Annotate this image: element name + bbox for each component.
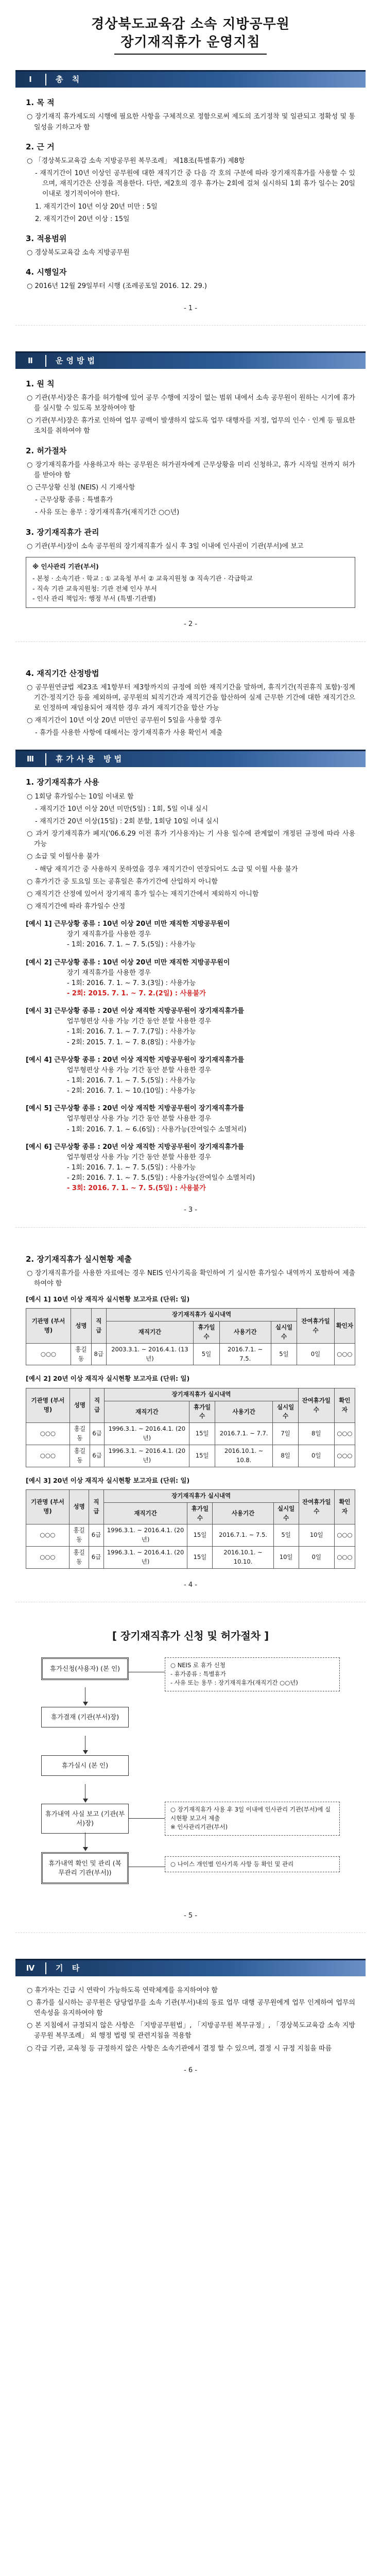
table-cell: 2016.7.1. ~ 7.7. [215,1423,272,1445]
title-line-1: 경상북도교육감 소속 지방공무원 [91,16,290,32]
table-header-cell: 확인자 [334,1489,355,1524]
usage-detail: - 재직기간 20년 이상(15일) : 2회 분할, 1회당 10일 이내 실시 [35,818,219,826]
usage-detail: - 해당 재직기간 중 사용하지 못하였을 경우 재직기간이 연장되어도 소급 및 이월 사용 불가 [35,865,298,873]
example-line: 장기 재직휴가를 사용한 경우 [67,930,151,939]
example-heading: [예시 2] 근무상황 종류 : 10년 이상 20년 미만 재직한 지방공무원이 [26,958,230,967]
table-row [26,1546,355,1568]
table-cell: 1996.3.1. ~ 2016.4.1. (20년) [105,1423,189,1445]
table-caption: [예시 1] 10년 이상 재직자 실시현황 보고자료 (단위: 일) [26,1295,190,1303]
table-cell: 6급 [90,1423,105,1445]
example-line: - 1회: 2016. 7. 1. ~ 7. 5.(5일) : 사용가능 [67,1163,196,1172]
flowchart-title: [ 장기재직휴가 신청 및 허가절차 ] [112,1629,269,1642]
table-row [26,1445,355,1467]
hr-agency-line: - 인사 관리 책임자: 행정 부서 (특별·기관별) [32,595,156,603]
heading-report: 2. 장기재직휴가 실시현황 제출 [26,1254,132,1264]
section-usage-body [26,776,355,1194]
table-cell: 8일 [273,1445,298,1467]
approval-text: ○ 장기재직휴가를 사용하고자 하는 공무원은 허가권자에게 근무상황을 미리 신청하고, 휴가 시작일 전까지 허가를 받아야 함 [27,461,355,479]
basis-detail: 2. 재직기간이 20년 이상 : 15일 [35,215,130,223]
report-table [26,1308,355,1365]
heading-approval: 2. 허가절차 [26,446,67,455]
usage-text: ○ 휴가기간 중 토요일 또는 공휴일은 휴가기간에 산입하지 아니함 [27,877,218,886]
table-cell: 15일 [189,1423,215,1445]
table-header-cell: 휴가일수 [187,1502,213,1524]
table-cell: 홍길동 [71,1343,91,1365]
tenure-text: ○ 공무원연금법 제23조 제1항부터 제3항까지의 규정에 의한 재직기간을 말하며, 휴직기간(직권휴직 포함)·징계기간·정직기간 등을 제외하며, 공무원의 퇴직기간과 재직기간을 합산하여 실제 근무한 기간에 대한 재직기간으로 인정하며 재임용되어 재직한 경우 과거 재직기간을 합산 가능 [27,683,355,713]
etc-text: ○ 각급 기관, 교육청 등 규정하지 않은 사항은 소속기관에서 결정 할 수 있으며, 결정 시 규정 지침을 따름 [27,2044,332,2053]
example-line: - 1회: 2016. 7. 1. ~ 7. 5.(5일) : 사용가능 [67,1076,196,1084]
table-header-cell: 기관명 (부서명) [26,1489,70,1524]
usage-text: ○ 재직기간에 따라 휴가일수 산정 [27,903,126,910]
section-general-body [26,97,355,292]
document-title [0,0,381,70]
section-report-body [26,1253,355,1569]
table-row [26,1423,355,1445]
etc-text: ○ 휴가자는 긴급 시 연락이 가능하도록 연락체계를 유지하여야 함 [27,1986,218,1994]
table-header-cell: 기관명 (부서명) [26,1388,70,1422]
table-cell: 1996.3.1. ~ 2016.4.1. (20년) [103,1524,187,1547]
heading-principle: 1. 원 칙 [26,379,55,388]
flow-note-report: ○ 장기재직휴가 사용 후 3일 이내에 인사관리 기관(부서)에 실시현황 보고서 제출 ※ 인사관리기관(부서) [165,1802,340,1836]
table-cell: 8급 [91,1343,106,1365]
table-header-cell: 직급 [91,1309,106,1343]
table-cell: 홍길동 [69,1546,89,1568]
example-line: - 3회: 2016. 7. 1. ~ 7. 5.(5일) : 사용불가 [67,1184,206,1193]
example-line: - 2회: 2015. 7. 1. ~ 7. 2.(2일) : 사용불가 [67,989,206,997]
flow-note-apply: ○ NEIS 로 휴가 신청 - 휴가종류 : 특별휴가 - 사유 또는 용무 : 장기재직휴가(재직기간 ○○년) [165,1657,340,1691]
table-cell: 0일 [299,1546,334,1568]
table-header-cell: 사용기간 [215,1401,272,1423]
section-etc-body [26,1986,355,2054]
example-block [26,1142,355,1194]
page-number: - 4 - [184,1581,197,1589]
table-header-cell: 휴가일수 [194,1321,220,1344]
table-header-cell: 재직기간 [103,1502,187,1524]
table-header-cell: 휴가일수 [189,1401,215,1423]
section-tenure-body [26,668,355,739]
table-cell: 15일 [189,1445,215,1467]
heading-basis: 2. 근 거 [26,142,55,151]
example-heading: [예시 5] 근무상황 종류 : 20년 이상 재직한 지방공무원이 장기재직휴가를 [26,1105,245,1113]
table-cell: 8일 [298,1423,334,1445]
table-header-cell: 실시일수 [273,1502,299,1524]
example-line: 업무형편상 사용 가능 기간 동안 분할 사용한 경우 [67,1066,212,1074]
table-header-cell: 잔여휴가일수 [299,1489,334,1524]
table-cell: 10일 [299,1524,334,1547]
example-block [26,958,355,999]
table-cell: 0일 [297,1343,334,1365]
example-line: - 1회: 2016. 7. 1. ~ 7. 5.(5일) : 사용가능 [67,941,196,949]
page-number: - 6 - [184,2066,197,2074]
example-block [26,1104,355,1134]
basis-detail: 1. 재직기간이 10년 이상 20년 미만 : 5일 [35,202,158,211]
table-caption: [예시 2] 20년 이상 재직자 실시현황 보고자료 (단위: 일) [26,1375,190,1383]
page-number: - 5 - [184,1911,197,1920]
basis-detail: - 재직기간이 10년 이상인 공무원에 대한 재직기간 중 다음 각 호의 구분에 따라 장기재직휴가를 사용할 수 있으며, 재직기간은 산정을 적용한다. 다만, 제2호의 경우 휴가는 2회에 걸쳐 실시하되 1회 휴가 일수는 20일 이내로 정기적이어야 한다. [35,170,355,198]
table-row [26,1524,355,1547]
etc-text: ○ 휴가를 실시하는 공무원은 당당업무를 소속 기관(부서)내의 동료 업무 대행 공무원에게 업무 인계하여 업무의 연속성을 유지하여야 함 [27,1999,355,2018]
table-header-cell: 잔여휴가일수 [298,1388,334,1422]
table-cell: 2003.3.1. ~ 2016.4.1. (13년) [106,1343,193,1365]
usage-text: ○ 과거 장기재직휴가 폐지('06.6.29 이전 휴가 기사용자)는 기 사용 일수에 관계없이 개정된 규정에 따라 사용 가능 [27,830,355,849]
table-cell: 2016.7.1. ~ 7.5. [213,1524,273,1547]
flow-step-leave: 휴가실시 (본 인) [41,1755,129,1776]
table-cell: ○○○ [334,1445,355,1467]
table-header-cell: 직급 [90,1388,105,1422]
table-header-row [26,1309,355,1321]
table-cell: 홍길동 [70,1423,90,1445]
table-header-cell: 장기재직휴가 실시내역 [105,1388,298,1401]
table-header-cell: 사용기간 [219,1321,271,1344]
table-header-cell: 장기재직휴가 실시내역 [106,1309,297,1321]
example-line: 업무형편상 사용 가능 기간 동안 분할 사용한 경우 [67,1153,212,1161]
table-cell: 5일 [273,1524,299,1547]
section-label: 총 칙 [56,75,83,84]
example-line: 업무형편상 사용 가능 기간 동안 분할 사용한 경우 [67,1018,212,1026]
table-header-cell: 성명 [69,1489,89,1524]
heading-tenure-calc: 4. 재직기간 산정방법 [26,668,99,678]
table-cell: 6급 [90,1445,105,1467]
section-label: 기 타 [56,1963,83,1973]
effective-date-text: ○ 2016년 12월 29일부터 시행 (조례공포일 2016. 12. 29.) [27,282,207,291]
section-number: Ⅳ [15,1962,46,1974]
principle-text: ○ 기관(부서)장은 휴가로 인하여 업무 공백이 발생하지 않도록 업무 대행자를 지정, 업무의 인수 · 인계 등 필요한 조치를 취하여야 함 [27,417,355,435]
table-cell: 1996.3.1. ~ 2016.4.1. (20년) [105,1445,189,1467]
basis-text: ○ 「경상북도교육감 소속 지방공무원 복무조례」 제18조(특별휴가) 제8항 [27,157,245,165]
table-header-cell: 실시일수 [273,1401,298,1423]
usage-text: ○ 재직기간 산정에 있어서 장기재직 휴가 일수는 재직기간에서 제외하지 아니함 [27,890,259,898]
example-heading: [예시 1] 근무상황 종류 : 10년 이상 20년 미만 재직한 지방공무원이 [26,920,230,928]
example-heading: [예시 3] 근무상황 종류 : 20년 이상 재직한 지방공무원이 장기재직휴가를 [26,1007,245,1015]
tenure-text: ○ 재직기간이 10년 이상 20년 미만인 공무원이 5일을 사용할 경우 [27,717,222,725]
table-cell: 7일 [273,1423,298,1445]
flow-step-apply: 휴가신청(사용자) (본 인) [41,1657,129,1680]
page-divider [15,325,366,326]
table-cell: 1996.3.1. ~ 2016.4.1. (20년) [103,1546,187,1568]
table-cell: ○○○ [26,1546,70,1568]
table-cell: ○○○ [26,1445,70,1467]
section-operation-body [26,378,355,608]
table-header-cell: 성명 [71,1309,91,1343]
example-line: - 2회: 2016. 7. 1. ~ 10.(10일) : 사용가능 [67,1087,196,1095]
table-cell: 10일 [273,1546,299,1568]
page-divider [15,1227,366,1228]
heading-effective-date: 4. 시행일자 [26,267,67,277]
table-cell: 15일 [187,1524,213,1547]
hr-agency-line: - 직속 기관 교육지원청: 기관 전체 인사 부서 [32,584,157,592]
report-table [26,1489,355,1569]
flow-step-approve: 휴가결재 (기관(부서)장) [41,1707,129,1727]
table-header-cell: 확인자 [334,1388,355,1422]
section-header-operation [15,351,366,369]
table-header-cell: 장기재직휴가 실시내역 [103,1489,299,1502]
usage-detail: - 재직기간 10년 이상 20년 미만(5일) : 1회, 5일 이내 실시 [35,805,209,813]
table-cell: ○○○ [334,1524,355,1547]
table-header-cell: 기관명 (부서명) [26,1309,71,1343]
table-header-cell: 실시일수 [271,1321,297,1344]
usage-text: ○ 1회당 휴가일수는 10일 이내로 함 [27,792,134,801]
example-heading: [예시 4] 근무상황 종류 : 20년 이상 재직한 지방공무원이 장기재직휴가를 [26,1056,245,1064]
section-number: Ⅰ [15,74,46,86]
title-line-2: 장기재직휴가 운영지침 [114,33,266,55]
flow-step-report: 휴가내역 사실 보고 (기관(부서)장) [41,1804,129,1834]
table-header-cell: 재직기간 [106,1321,193,1344]
section-number: Ⅱ [15,355,46,367]
section-header-usage [15,750,366,767]
heading-scope: 3. 적용범위 [26,233,67,243]
table-cell: ○○○ [26,1524,70,1547]
page-number: - 1 - [184,304,197,312]
hr-agency-line: - 본청 · 소속기관 · 학교 : ① 교육청 부서 ② 교육지원청 ③ 직속기관 · 각급학교 [32,574,253,583]
example-line: - 1회: 2016. 7. 1. ~ 6.(6일) : 사용가능(잔여일수 소멸처리) [67,1125,247,1133]
table-cell: 2016.10.1. ~ 10.8. [215,1445,272,1467]
page-number: - 2 - [184,620,197,629]
table-header-row [26,1489,355,1502]
example-line: - 2회: 2015. 7. 1. ~ 7. 8.(8일) : 사용가능 [67,1038,196,1046]
page-divider [15,641,366,642]
heading-usage: 1. 장기재직휴가 사용 [26,777,99,787]
flow-step-verify: 휴가내역 확인 및 관리 (복무관리 기관(부서)) [41,1852,129,1884]
page-number: - 3 - [184,1206,197,1214]
table-cell: ○○○ [26,1343,71,1365]
purpose-text: ○ 장기재직 휴가제도의 시행에 필요한 사항을 구체적으로 정함으로써 제도의 조기정착 및 일관되고 정확성 및 통일성을 기하고자 함 [27,113,355,131]
table-header-cell: 재직기간 [105,1401,189,1423]
table-cell: ○○○ [334,1423,355,1445]
example-block [26,919,355,950]
example-heading: [예시 6] 근무상황 종류 : 20년 이상 재직한 지방공무원이 장기재직휴가를 [26,1143,245,1151]
example-line: - 2회: 2016. 7. 1. ~ 7. 5.(5일) : 사용가능(잔여일수 소멸처리) [67,1174,255,1182]
approval-detail: - 근무상황 종류 : 특별휴가 [35,496,113,504]
section-number: Ⅲ [15,753,46,765]
table-cell: 0일 [298,1445,334,1467]
example-line: 장기 재직휴가를 사용한 경우 [67,969,151,977]
table-header-row [26,1388,355,1401]
example-line: 업무형편상 사용 가능 기간 동안 분할 사용한 경우 [67,1115,212,1123]
table-cell: 2016.7.1. ~ 7.5. [219,1343,271,1365]
table-cell: 6급 [89,1546,103,1568]
table-caption: [예시 3] 20년 이상 재직자 실시현황 보고자료 (단위: 일) [26,1476,190,1484]
table-header-cell: 성명 [70,1388,90,1422]
principle-text: ○ 기관(부서)장은 휴가를 허가함에 있어 공무 수행에 지장이 없는 범위 내에서 소속 공무원이 원하는 시기에 휴가를 실시할 수 있도록 보장하여야 함 [27,394,355,413]
example-line: - 1회: 2016. 7. 1. ~ 7. 3.(3일) : 사용가능 [67,979,196,987]
report-table [26,1388,355,1467]
hr-agency-title: ※ 인사관리 기관(부서) [32,562,99,570]
table-header-cell: 확인자 [334,1309,355,1343]
scope-text: ○ 경상북도교육감 소속 지방공무원 [27,249,130,257]
table-cell: 6급 [89,1524,103,1547]
table-row [26,1343,355,1365]
approval-text: ○ 근무상황 신청 (NEIS) 시 기재사항 [27,484,135,492]
table-cell: 15일 [187,1546,213,1568]
flow-note-verify: ○ 나이스 개인별 인사기록 사항 등 확인 및 관리 [165,1856,340,1872]
management-text: ○ 기관(부서)장이 소속 공무원의 장기재직휴가 실시 후 3일 이내에 인사권이 기관(부서)에 보고 [27,542,304,550]
example-line: - 1회: 2016. 7. 1. ~ 7. 7.(7일) : 사용가능 [67,1028,196,1036]
table-cell: ○○○ [26,1423,70,1445]
usage-text: ○ 소급 및 이월사용 불가 [27,853,99,861]
table-header-cell: 사용기간 [213,1502,273,1524]
table-cell: 5일 [194,1343,220,1365]
tenure-detail: - 휴가를 사용한 사항에 대해서는 장기재직휴가 사용 확인서 제출 [35,729,223,737]
flow-connector [129,1818,165,1819]
table-cell: 2016.10.1. ~ 10.10. [213,1546,273,1568]
example-block [26,1055,355,1097]
approval-detail: - 사유 또는 용무 : 장기재직휴가(재직기간 ○○년) [35,509,180,517]
etc-text: ○ 본 지침에서 규정되지 않은 사항은 「지방공무원법」, 「지방공무원 복무규정」, 「경상북도교육감 소속 지방공무원 복무조례」 외 행정 법령 및 관련지침을 적용함 [27,2022,355,2040]
examples-list [26,919,355,1194]
table-cell: ○○○ [334,1343,355,1365]
section-label: 휴가사용 방법 [56,754,125,764]
hr-agency-box [26,557,355,608]
section-header-general [15,70,366,88]
section-label: 운영방법 [56,355,98,365]
table-header-cell: 직급 [89,1489,103,1524]
table-cell: 5일 [271,1343,297,1365]
table-cell: 홍길동 [70,1445,90,1467]
heading-purpose: 1. 목 적 [26,98,55,108]
table-header-cell: 잔여휴가일수 [297,1309,334,1343]
section-header-etc [15,1959,366,1976]
flowchart [31,1657,350,1900]
heading-management: 3. 장기재직휴가 관리 [26,527,99,537]
example-block [26,1006,355,1048]
table-cell: 홍길동 [69,1524,89,1547]
table-cell: ○○○ [334,1546,355,1568]
report-text: ○ 장기재직휴가를 사용한 자료에는 경우 NEIS 인사기록을 확인하여 기 실시한 휴가일수 내역까지 포함하여 제출하여야 함 [27,1269,355,1287]
report-tables [26,1294,355,1569]
